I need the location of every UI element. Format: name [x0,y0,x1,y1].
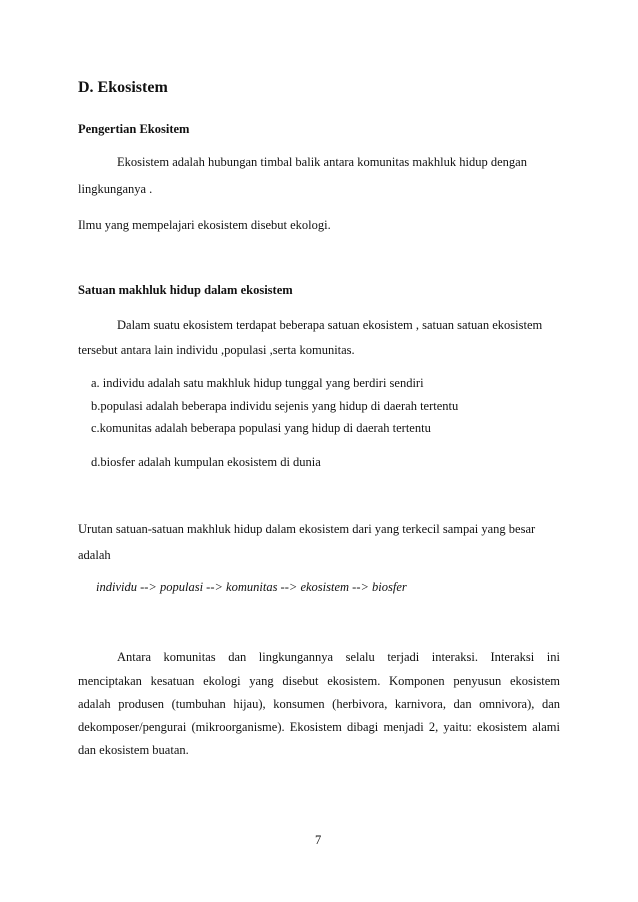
order-line-1: Urutan satuan-satuan makhluk hidup dalam ekosistem dari yang terkecil sampai yang besar [78,522,536,536]
definition-heading: Pengertian Ekositem [78,122,190,136]
units-list-item: d.biosfer adalah kumpulan ekosistem di dunia [91,455,321,469]
interaction-line-3: adalah produsen (tumbuhan hijau), konsumen (herbivora, karnivora, dan omnivora), dan [78,697,560,711]
interaction-line-1: Antara komunitas dan lingkungannya selalu terjadi interaksi. Interaksi ini [117,650,560,664]
units-list-item: a. individu adalah satu makhluk hidup tunggal yang berdiri sendiri [91,376,424,390]
units-intro-line-1: Dalam suatu ekosistem terdapat beberapa satuan ekosistem , satuan satuan ekosistem [117,318,543,332]
units-intro-line-2: tersebut antara lain individu ,populasi ,serta komunitas. [78,343,355,357]
interaction-line-4: dekomposer/pengurai (mikroorganisme). Ekosistem dibagi menjadi 2, yaitu: ekosistem alami [78,720,560,734]
ecology-sentence: Ilmu yang mempelajari ekosistem disebut ekologi. [78,218,331,232]
units-list-item: b.populasi adalah beberapa individu sejenis yang hidup di daerah tertentu [91,399,459,413]
definition-paragraph-line-2: lingkunganya . [78,182,153,196]
units-list-item: c.komunitas adalah beberapa populasi yang hidup di daerah tertentu [91,421,431,435]
interaction-line-2: menciptakan kesatuan ekologi yang disebut ekosistem. Komponen penyusun ekosistem [78,674,560,688]
definition-paragraph-line-1: Ekosistem adalah hubungan timbal balik antara komunitas makhluk hidup dengan [117,155,527,169]
page-number: 7 [315,833,322,847]
section-title: D. Ekosistem [78,79,168,96]
order-line-2: adalah [78,548,111,562]
interaction-line-5: dan ekosistem buatan. [78,743,189,757]
order-sequence: individu --> populasi --> komunitas --> ekosistem --> biosfer [96,580,407,594]
units-heading: Satuan makhluk hidup dalam ekosistem [78,283,293,297]
